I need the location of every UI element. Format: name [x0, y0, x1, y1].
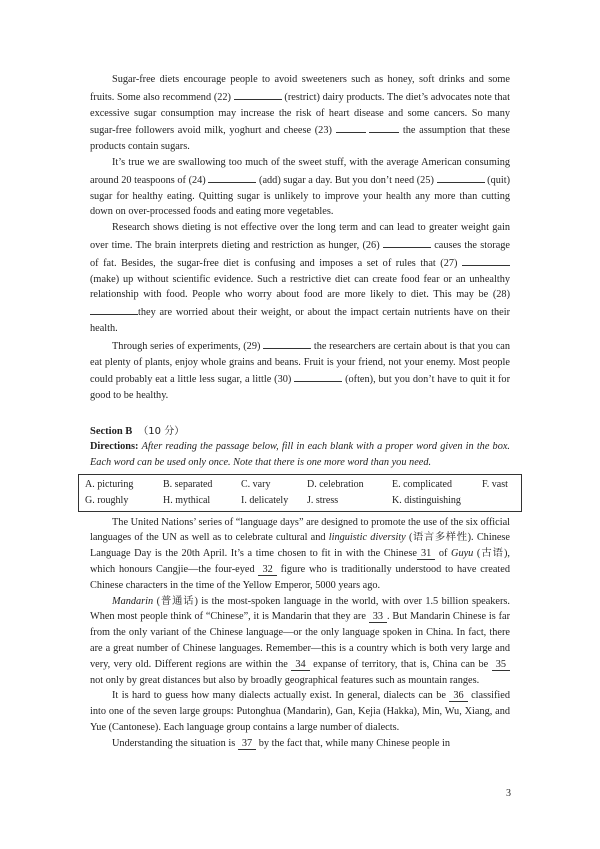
text: causes the storage of fat. Besides, the sugar-free diet is confusing and imposes a set of rules that (27)	[90, 239, 511, 269]
option-e: E. complicated	[392, 478, 452, 490]
option-c: C. vary	[241, 478, 271, 490]
text: (quit) sugar for healthy eating. Quitting sugar is unlikely to improve your health any more than cutting down on over-processed foods and eating more vegetables.	[90, 174, 511, 218]
text: (add) sugar a day. But you don’t need (25)	[259, 174, 434, 186]
text: of	[438, 548, 452, 560]
directions	[90, 439, 510, 471]
paragraph-sugar-free-3	[90, 220, 510, 337]
paragraph-sugar-free-4	[90, 337, 510, 404]
text: Understanding the situation is	[112, 737, 236, 749]
section-title-text: Section B	[90, 425, 133, 437]
text: Through series of experiments, (29)	[112, 340, 261, 352]
blank-24[interactable]	[208, 171, 256, 183]
blank-27[interactable]	[462, 254, 510, 266]
blank-33[interactable]: 33	[369, 611, 387, 623]
paragraph-language-4	[90, 736, 510, 752]
text: (restrict) dairy products. The diet’s advocates note that excessive sugar consumption may increase the risk of heart disease and some cancers. So many sugar-free followers avoid milk, yoghurt and cheese (23)	[90, 91, 510, 137]
text: (古语), which honours Cangjie—the four-eyed	[90, 548, 510, 575]
text: not only by great distances but also by broadly geographical features such as mountain ranges.	[90, 674, 480, 686]
blank-32[interactable]: 32	[258, 564, 276, 576]
word-box	[78, 474, 522, 512]
text: Sugar-free diets encourage people to avoid sweeteners such as honey, soft drinks and some fruits. Some also recommend (22)	[90, 74, 510, 103]
blank-25[interactable]	[437, 171, 485, 183]
text: It is hard to guess how many dialects actually exist. In general, dialects can be	[112, 690, 446, 702]
text: (语言多样性). Chinese Language Day is the 20th April. It’s a time chosen to fit in with the Chinese	[90, 532, 510, 560]
blank-23a[interactable]	[336, 121, 366, 133]
section-points: （10 分）	[138, 425, 185, 437]
paragraph-language-2	[90, 594, 510, 689]
text: by the fact that, while many Chinese people in	[258, 737, 451, 749]
blank-36[interactable]: 36	[449, 690, 467, 702]
option-d: D. celebration	[307, 478, 364, 490]
blank-37[interactable]: 37	[238, 738, 256, 750]
blank-31[interactable]: 31	[417, 548, 435, 560]
text: The United Nations’ series of “language days” are designed to promote the use of the six official languages of the UN as well as to celebrate cultural and	[90, 516, 510, 544]
text: the researchers are certain about is that you can eat plenty of plants, enjoy whole grains and beans. Fruit is your friend, not your enemy. Most people could probably eat a little less sugar, a little (30)	[90, 340, 510, 386]
paragraph-language-3	[90, 688, 510, 735]
blank-28[interactable]	[90, 303, 138, 315]
blank-26[interactable]	[383, 236, 431, 248]
directions-text: After reading the passage below, fill in each blank with a proper word given in the box. Each word can be used only once. Note that there is one more word than you need.	[90, 440, 510, 468]
option-h: H. mythical	[163, 494, 211, 506]
text: (often), but you don’t have to quit it for good to be healthy.	[90, 374, 510, 402]
blank-22[interactable]	[234, 88, 282, 100]
text: the assumption that these products contain sugars.	[90, 125, 511, 153]
blank-34[interactable]: 34	[291, 659, 309, 671]
text: Research shows dieting is not effective over the long term and can lead to greater weight gain over time. The brain interprets dieting and restriction as hunger, (26)	[90, 222, 510, 251]
paragraph-sugar-free-1	[90, 72, 510, 155]
text-italic: linguistic diversity	[328, 532, 406, 544]
text-italic: Mandarin	[112, 595, 154, 607]
text: (普通话) is the most-spoken language in the world, with over 1.5 billion speakers. When most people think of “Chinese”, it is Mandarin that they are	[90, 595, 510, 623]
blank-35[interactable]: 35	[492, 659, 510, 671]
page-number: 3	[506, 788, 511, 799]
option-g: G. roughly	[85, 494, 129, 506]
text: . But Mandarin Chinese is far from the only variant of the Chinese language—or the only language spoken in China. In fact, there are a great number of Chinese languages. Remember—this is a country which is both very large and very, very old. Different regions are within the	[90, 611, 510, 670]
text: It’s true we are swallowing too much of the sweet stuff, with the average American consuming around 20 teaspoons of (24)	[90, 156, 510, 186]
option-j: J. stress	[307, 494, 339, 506]
text: (make) up without scientific evidence. Such a restrictive diet can create food fear or an unhealthy relationship with food. People who worry about food are more likely to diet. This may be (28)	[90, 273, 510, 301]
blank-30[interactable]	[294, 370, 342, 382]
option-i: I. delicately	[241, 494, 289, 506]
directions-label: Directions:	[90, 440, 139, 452]
paragraph-language-1	[90, 515, 510, 594]
text: they are worried about their weight, or about the impact certain nutrients have on their health.	[90, 307, 510, 334]
word-box-row-1	[85, 477, 515, 493]
text: expanse of territory, that is, China can be	[313, 658, 489, 670]
blank-29[interactable]	[263, 337, 311, 349]
text: classified into one of the seven large groups: Putonghua (Mandarin), Gan, Kejia (Hakka), Min, Wu, Xiang, and Yue (Cantonese). Each language group contains a large number of dialects.	[90, 690, 510, 733]
text: figure who is traditionally understood to have created Chinese characters in the time of the Yellow Emperor, 5000 years ago.	[90, 563, 510, 591]
option-f: F. vast	[482, 478, 508, 490]
exam-page	[85, 72, 511, 751]
option-k: K. distinguishing	[392, 494, 461, 506]
option-b: B. separated	[163, 478, 213, 490]
text-italic: Guyu	[451, 548, 474, 560]
blank-23b[interactable]	[369, 121, 399, 133]
word-box-row-2	[85, 493, 515, 509]
paragraph-sugar-free-2	[90, 155, 510, 220]
option-a: A. picturing	[85, 478, 134, 490]
section-b-title	[90, 422, 510, 437]
